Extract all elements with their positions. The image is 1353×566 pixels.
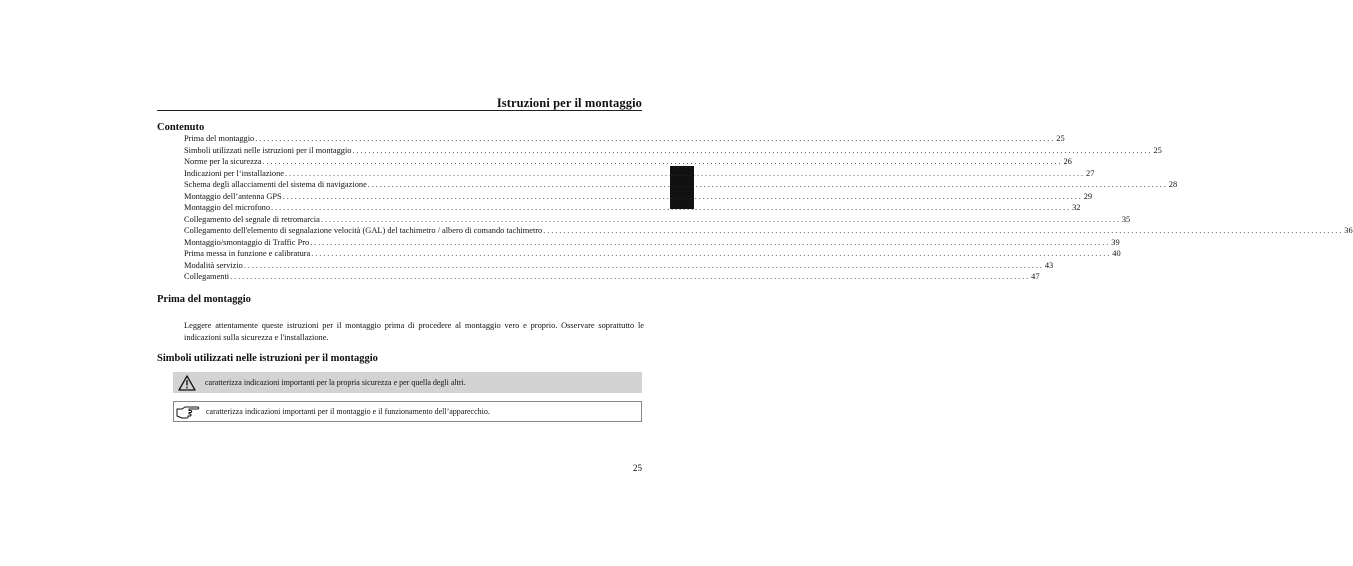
toc-entry-page: 35: [1121, 214, 1131, 224]
toc-entry-title: Collegamenti: [184, 272, 230, 281]
toc-entry-page: 25: [1056, 134, 1065, 143]
note-symbol-text: caratterizza indicazioni importanti per il montaggio e il funzionamento dell’apparecchio.: [206, 407, 490, 416]
toc-entry: [184, 179, 1178, 191]
toc-entry-title: Schema degli allacciamenti del sistema di navigazione: [184, 180, 367, 189]
toc-dot-leader: ........................................................................................................................................................................................................: [352, 145, 1153, 155]
toc-dot-leader: ........................................................................................................................................................................................................: [543, 226, 1344, 235]
toc-entry: [184, 145, 1162, 157]
toc-dot-leader: ........................................................................................................................................................................................................: [310, 237, 1111, 247]
page-header-title: Istruzioni per il montaggio: [496, 96, 642, 110]
warning-symbol-text: caratterizza indicazioni importanti per la propria sicurezza e per quella degli altri.: [205, 378, 466, 387]
toc-entry-title: Montaggio/smontaggio di Traffic Pro: [184, 237, 310, 247]
toc-dot-leader: ........................................................................................................................................................................................................: [243, 260, 1044, 270]
toc-entry-page: 25: [1153, 145, 1162, 155]
toc-dot-leader: ........................................................................................................................................................................................................: [367, 180, 1168, 189]
toc-dot-leader: ........................................................................................................................................................................................................: [285, 168, 1085, 178]
toc-dot-leader: ........................................................................................................................................................................................................: [262, 157, 1063, 166]
toc-entry-page: 40: [1112, 249, 1121, 258]
toc-entry-page: 43: [1044, 260, 1054, 270]
toc-entry-page: 26: [1063, 157, 1072, 166]
toc-entry: [184, 225, 1353, 237]
toc-entry: [184, 133, 1065, 145]
toc-entry: [184, 271, 1040, 283]
toc-entry-title: Modalità servizio: [184, 260, 243, 270]
toc-entry: [184, 214, 1131, 226]
pointing-hand-icon: [174, 405, 202, 419]
toc-entry: [184, 237, 1120, 249]
toc-entry-title: Prima del montaggio: [184, 134, 255, 143]
toc-dot-leader: ........................................................................................................................................................................................................: [282, 191, 1083, 201]
toc-entry-title: Montaggio dell’antenna GPS: [184, 191, 282, 201]
note-symbol-row: [173, 401, 642, 422]
toc-entry-page: 29: [1083, 191, 1093, 201]
toc-dot-leader: ........................................................................................................................................................................................................: [230, 272, 1031, 281]
toc-entry-title: Simboli utilizzati nelle istruzioni per il montaggio: [184, 145, 352, 155]
toc-dot-leader: ........................................................................................................................................................................................................: [320, 214, 1121, 224]
warning-symbol-row: [173, 372, 642, 393]
toc-dot-leader: ........................................................................................................................................................................................................: [311, 249, 1112, 258]
toc-entry-page: 47: [1031, 272, 1040, 281]
toc-entry: [184, 156, 1072, 168]
table-of-contents: [184, 133, 1353, 283]
header-rule: [157, 110, 642, 111]
toc-entry-title: Collegamento dell'elemento di segnalazione velocità (GAL) del tachimetro / albero di comando tachimetro: [184, 226, 543, 235]
toc-entry: [184, 202, 1081, 214]
warning-triangle-icon: [173, 375, 201, 391]
contents-heading: Contenuto: [157, 122, 205, 133]
toc-entry-page: 36: [1344, 226, 1353, 235]
toc-entry: [184, 260, 1054, 272]
toc-entry-title: Montaggio del microfono: [184, 203, 271, 212]
toc-entry-page: 32: [1072, 203, 1081, 212]
before-mounting-heading: Prima del montaggio: [157, 294, 251, 305]
page-number: 25: [633, 463, 642, 473]
toc-entry-title: Collegamento del segnale di retromarcia: [184, 214, 320, 224]
toc-entry-title: Indicazioni per l‘installazione: [184, 168, 284, 178]
toc-entry: [184, 191, 1093, 203]
toc-dot-leader: ........................................................................................................................................................................................................: [271, 203, 1072, 212]
toc-entry-page: 39: [1111, 237, 1120, 247]
toc-entry: [184, 168, 1095, 180]
toc-entry-title: Prima messa in funzione e calibratura: [184, 249, 311, 258]
toc-entry: [184, 248, 1121, 260]
symbols-heading: Simboli utilizzati nelle istruzioni per il montaggio: [157, 353, 378, 364]
toc-entry-page: 28: [1168, 180, 1178, 189]
before-mounting-text: Leggere attentamente queste istruzioni per il montaggio prima di procedere al montaggio vero e proprio. Osservare soprattutto le indicazioni sulla sicurezza e l'installazione.: [184, 321, 644, 342]
toc-entry-page: 27: [1086, 168, 1095, 178]
toc-dot-leader: ........................................................................................................................................................................................................: [255, 134, 1056, 143]
toc-entry-title: Norme per la sicurezza: [184, 157, 262, 166]
